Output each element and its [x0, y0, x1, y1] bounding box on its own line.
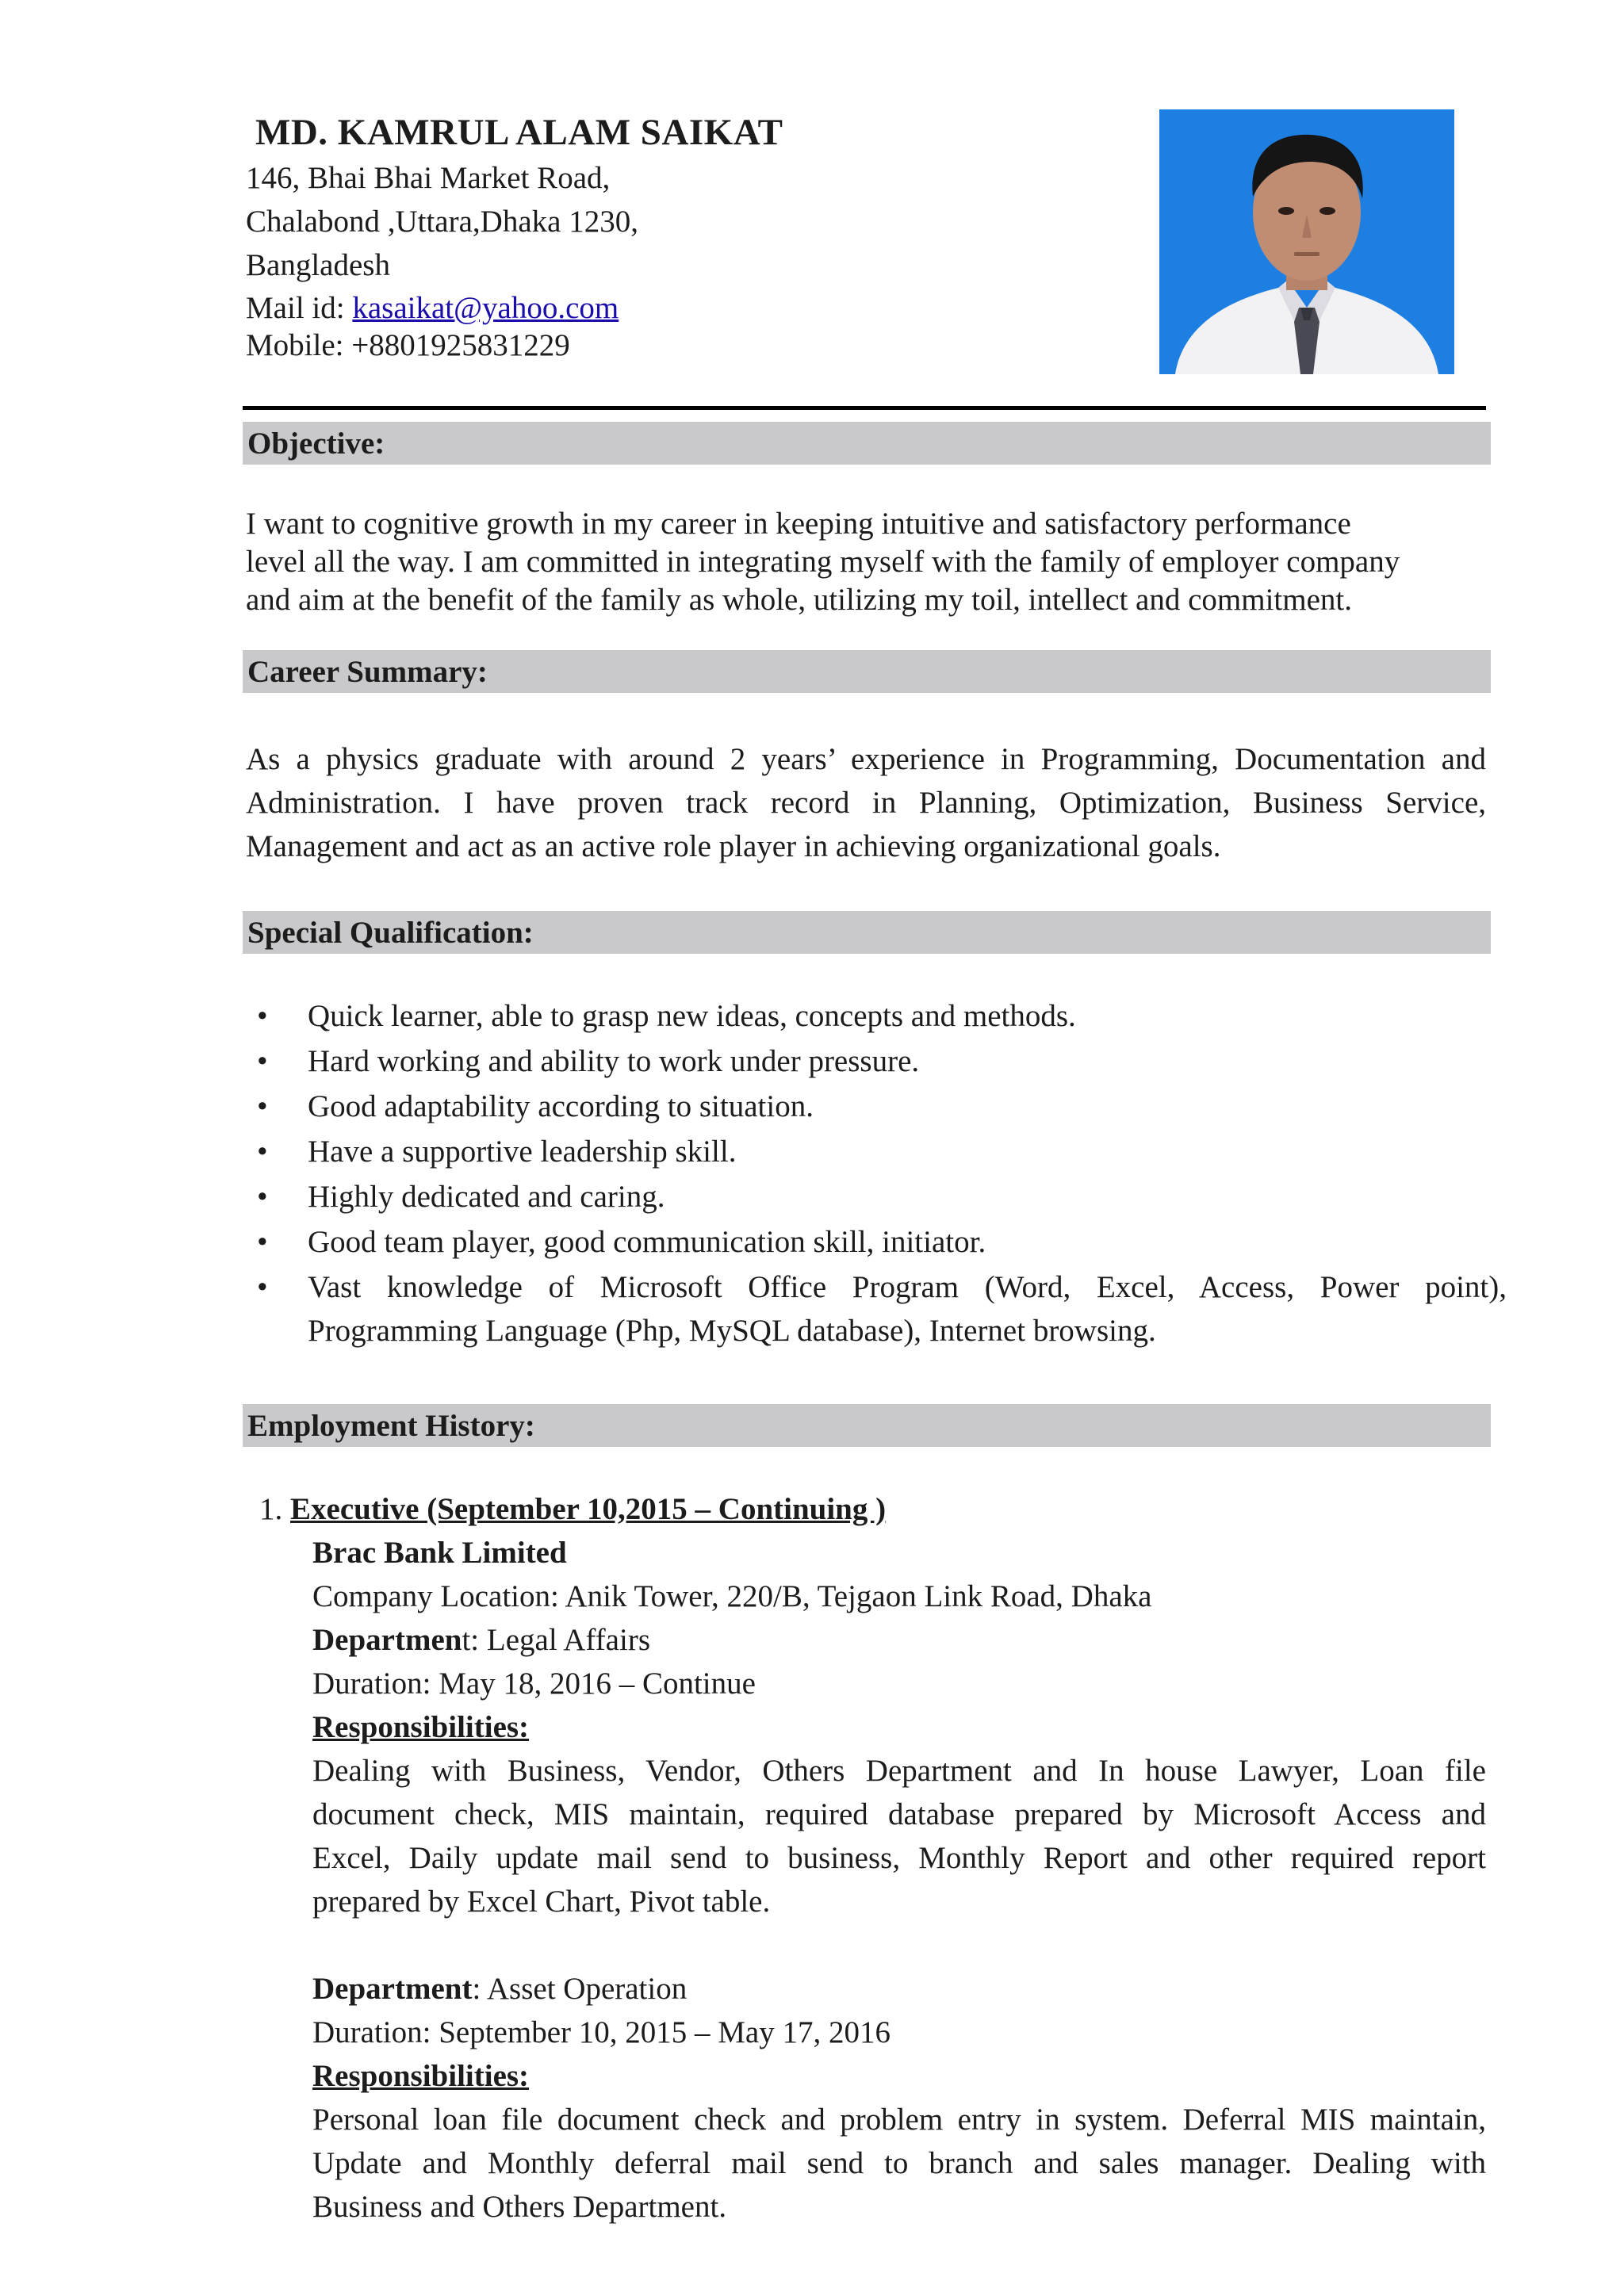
- address-line-2: Chalabond ,Uttara,Dhaka 1230,: [246, 205, 638, 239]
- objective-section-header: [243, 422, 1491, 465]
- responsibility-line: document check, MIS maintain, required database prepared by Microsoft Access and: [312, 1797, 1486, 1831]
- company-location: Company Location: Anik Tower, 220/B, Tejgaon Link Road, Dhaka: [312, 1579, 1152, 1613]
- portrait-illustration: [1159, 109, 1454, 374]
- list-item: • Hard working and ability to work under pressure.: [246, 1039, 1507, 1083]
- department-1: Department: Legal Affairs: [312, 1623, 650, 1657]
- bullet-icon: •: [257, 1044, 268, 1078]
- address-line-1: 146, Bhai Bhai Market Road,: [246, 161, 611, 195]
- objective-heading: Objective:: [247, 427, 385, 461]
- spacer: [312, 1923, 1486, 1967]
- mail-label: Mail id:: [246, 291, 353, 325]
- responsibility-line: Personal loan file document check and problem entry in system. Deferral MIS maintain,: [312, 2103, 1486, 2137]
- list-item-line: Vast knowledge of Microsoft Office Program (Word, Excel, Access, Power point),: [308, 1270, 1507, 1304]
- candidate-name: MD. KAMRUL ALAM SAIKAT: [255, 112, 783, 153]
- career-summary-section-header: [243, 650, 1491, 693]
- responsibility-line: Update and Monthly deferral mail send to branch and sales manager. Dealing with: [312, 2146, 1486, 2180]
- responsibility-line: prepared by Excel Chart, Pivot table.: [312, 1885, 771, 1919]
- list-item: • Quick learner, able to grasp new ideas, concepts and methods.: [246, 994, 1507, 1038]
- career-summary-heading: Career Summary:: [247, 655, 488, 689]
- objective-line: level all the way. I am committed in integrating myself with the family of employer company: [246, 545, 1400, 579]
- employment-history-section-header: [243, 1404, 1491, 1447]
- job-title: Executive (September 10,2015 – Continuing ): [290, 1492, 887, 1526]
- career-summary-line: Administration. I have proven track record in Planning, Optimization, Business Service,: [246, 786, 1486, 820]
- job-details: [312, 1531, 1486, 2229]
- job-title-row: [259, 1487, 1504, 1531]
- responsibility-line: Dealing with Business, Vendor, Others Department and In house Lawyer, Loan file: [312, 1754, 1486, 1788]
- qualification-list: [246, 994, 1507, 1354]
- employment-history-heading: Employment History:: [247, 1409, 535, 1443]
- special-qualification-heading: Special Qualification:: [247, 916, 534, 950]
- company-name: Brac Bank Limited: [312, 1536, 567, 1570]
- list-item: • Good adaptability according to situation.: [246, 1085, 1507, 1128]
- objective-line: and aim at the benefit of the family as whole, utilizing my toil, intellect and commitment.: [246, 583, 1352, 617]
- responsibilities-label: Responsibilities:: [312, 2059, 530, 2093]
- responsibility-line: Business and Others Department.: [312, 2190, 727, 2224]
- email-link[interactable]: kasaikat@yahoo.com: [352, 291, 619, 325]
- address-line-3: Bangladesh: [246, 248, 390, 282]
- list-item: [246, 1265, 1507, 1353]
- bullet-icon: •: [257, 1225, 268, 1259]
- bullet-icon: •: [257, 1180, 268, 1214]
- career-summary-text: [246, 737, 1486, 868]
- special-qualification-section-header: [243, 911, 1491, 954]
- objective-line: I want to cognitive growth in my career in keeping intuitive and satisfactory performance: [246, 507, 1351, 541]
- list-item-line: Programming Language (Php, MySQL database), Internet browsing.: [308, 1314, 1156, 1348]
- responsibility-line: Excel, Daily update mail send to business, Monthly Report and other required report: [312, 1841, 1486, 1875]
- department-2-duration: Duration: September 10, 2015 – May 17, 2016: [312, 2015, 891, 2049]
- career-summary-line: As a physics graduate with around 2 years’ experience in Programming, Documentation and: [246, 742, 1486, 776]
- bullet-icon: •: [257, 1270, 268, 1304]
- bullet-icon: •: [257, 1089, 268, 1123]
- department-2: Department: Asset Operation: [312, 1972, 688, 2006]
- bullet-icon: •: [257, 1135, 268, 1169]
- responsibilities-label: Responsibilities:: [312, 1710, 530, 1744]
- list-item: • Highly dedicated and caring.: [246, 1175, 1507, 1219]
- mail-row: [246, 291, 619, 326]
- bullet-icon: •: [257, 999, 268, 1033]
- objective-text: [246, 505, 1470, 619]
- department-1-duration: Duration: May 18, 2016 – Continue: [312, 1667, 756, 1701]
- job-number: 1.: [259, 1492, 290, 1526]
- mobile-number: Mobile: +8801925831229: [246, 328, 570, 362]
- career-summary-line: Management and act as an active role player in achieving organizational goals.: [246, 829, 1221, 863]
- job-entry: [246, 1487, 1491, 2229]
- list-item: • Good team player, good communication skill, initiator.: [246, 1220, 1507, 1264]
- profile-photo: [1159, 109, 1454, 374]
- header-divider: [243, 406, 1486, 410]
- list-item: • Have a supportive leadership skill.: [246, 1130, 1507, 1173]
